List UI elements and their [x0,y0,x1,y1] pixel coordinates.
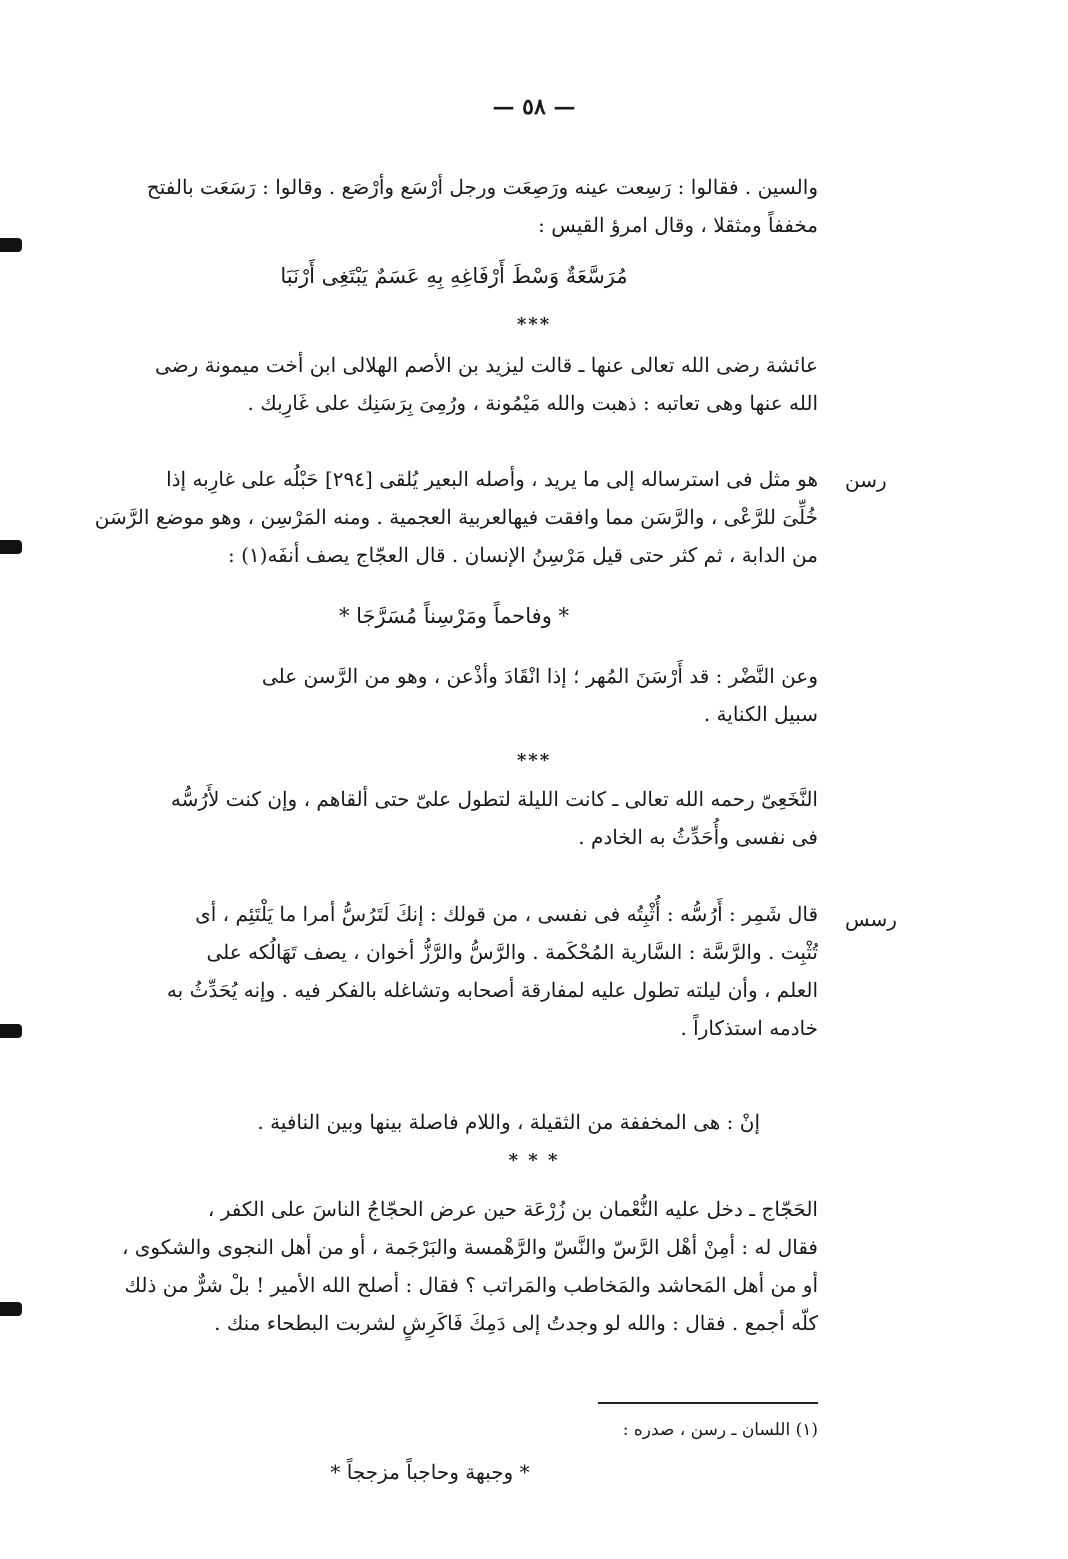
paragraph-rasan-explanation [90,460,818,574]
text-line: خُلِّىَ للرَّعْى ، والرَّسَن مما وافقت فيهالعربية العجمية . ومنه المَرْسِن ، وهو موضع الرَّسَن [94,505,818,529]
text-line: الحَجّاج ـ دخل عليه النُّعْمان بن زُرْعَة حين عرض الحجّاجُ الناسَ على الكفر ، [207,1197,818,1221]
paragraph-hajjaj [90,1190,818,1342]
verse-ajjaj: * وفاحماً ومَرْسِناً مُسَرَّجَا * [338,604,570,628]
margin-mark [0,238,22,252]
section-separator: * * * [508,1150,560,1171]
text-line: فى نفسى وأُحَدِّثُ به الخادم . [578,825,818,849]
text-line: مخففاً ومثقلا ، وقال امرؤ القيس : [538,213,818,237]
text-line: أو من أهل المَحاشد والمَخاطب والمَراتب ؟ فقال : أصلح الله الأمير ! بلْ شرٌّ من ذلك [124,1273,818,1297]
verse-imru-al-qays: مُرَسَّعَةٌ وَسْطَ أَرْفَاغِهِ بِهِ عَسَمٌ يَبْتَغِى أَرْنَبَا [280,264,628,288]
paragraph-shamir [90,895,818,1047]
text-line: الله عنها وهى تعاتبه : ذهبت والله مَيْمُونة ، ورُمِىَ بِرَسَنِك على غَارِبك . [247,391,818,415]
section-separator: *** [516,314,552,335]
side-note-rasan: رسن [845,468,887,492]
text-line: العلم ، وأن ليلته تطول عليه لمفارقة أصحابه وتشاغله بالفكر فيه . وإنه يُحَدِّثُ به [166,978,818,1002]
text-line: تُثْبِت . والرَّسَّة : السَّارية المُحْكَمة . والرَّسُّ والرَّزُّ أخوان ، يصف تَهَالُكه على [206,940,818,964]
text-line: عائشة رضى الله تعالى عنها ـ قالت ليزيد بن الأصم الهلالى ابن أخت ميمونة رضى [154,353,818,377]
text-line: كلّه أجمع . فقال : والله لو وجدتُ إلى دَمِكَ فَاكَرِشٍ لشربت البطحاء منك . [214,1311,818,1335]
text-line: خادمه استذكاراً . [680,1016,818,1040]
text-line: من الدابة ، ثم كثر حتى قيل مَرْسِنُ الإنسان . قال العجّاج يصف أنفَه(١) : [228,543,818,567]
paragraph-aisha [90,346,818,422]
text-line: فقال له : أمِنْ أهْل الرَّسّ والنَّسّ والرَّهْمسة والبَرْجَمة ، أو من أهل النجوى والشكوى ، [121,1235,818,1259]
page-number: — ٥٨ — [492,94,576,120]
section-separator: *** [516,750,552,771]
paragraph-nadr [90,657,818,733]
text-line: والسين . فقالوا : رَسِعت عينه ورَصِعَت ورجل أرْسَع وأرْصَع . وقالوا : رَسَعَت بالفتح [146,175,818,199]
footnote-rule [598,1402,818,1404]
text-line: قال شَمِر : أَرُسُّه : أُثْبِتُه فى نفسى ، من قولك : إنكَ لَتَرُسُّ أمرا ما يَلْتَئِم ، أى [195,902,818,926]
margin-mark [0,1024,22,1038]
text-line: وعن النَّضْر : قد أَرْسَنَ المُهر ؛ إذا انْقَادَ وأذْعن ، وهو من الرَّسن على [261,664,818,688]
paragraph-1 [90,168,818,244]
paragraph-nakhai [90,780,818,856]
text-line: النَّخَعِىّ رحمه الله تعالى ـ كانت الليلة لتطول علىّ حتى ألقاهم ، وإن كنت لأَرُسُّه [170,787,818,811]
footnote: (١) اللسان ـ رسن ، صدره : [622,1420,818,1440]
margin-mark [0,1302,22,1316]
text-line: هو مثل فى استرساله إلى ما يريد ، وأصله البعير يُلقى [٢٩٤] حَبْلُه على غارِبه إذا [166,467,818,491]
footnote-verse: * وجبهة وحاجباً مزججاً * [330,1460,530,1484]
margin-mark [0,540,22,554]
text-line: سبيل الكناية . [703,702,818,726]
text-line: إنْ : هى المخففة من الثقيلة ، واللام فاصلة بينها وبين النافية . [257,1110,760,1134]
paragraph-in-note [120,1103,760,1141]
side-note-rass: رسس [845,907,897,931]
